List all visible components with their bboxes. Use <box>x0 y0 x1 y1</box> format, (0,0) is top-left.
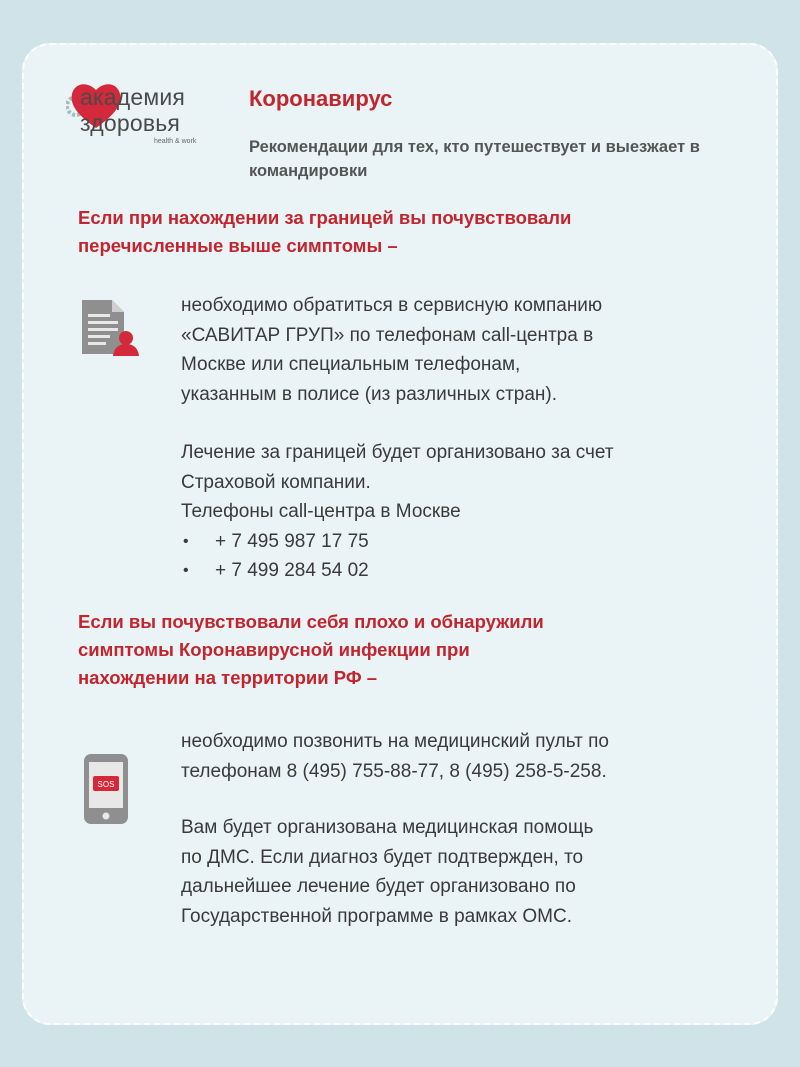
section-1-paragraph-1 <box>181 291 751 409</box>
section-2-paragraph-1 <box>181 727 751 786</box>
phone-item: • + 7 499 284 54 02 <box>181 556 751 586</box>
sos-label: SOS <box>97 780 115 789</box>
section-1-paragraph-2 <box>181 438 751 586</box>
section-1-heading: Если при нахождении за границей вы почувствовали перечисленные выше симптомы – <box>78 207 572 256</box>
section-1-text-2: Лечение за границей будет организовано за счет Страховой компании. Телефоны call-центра в Москве <box>181 442 614 522</box>
sos-phone-icon <box>84 754 128 824</box>
phone-list <box>181 527 751 586</box>
logo <box>52 74 224 154</box>
page-subtitle: Рекомендации для тех, кто путешествует и выезжает в командировки <box>249 138 700 180</box>
section-2-text-2: Вам будет организована медицинская помощь по ДМС. Если диагноз будет подтвержден, то дальнейшее лечение будет организовано по Государственной программе в рамках ОМС. <box>181 817 594 927</box>
section-2-paragraph-2 <box>181 813 751 931</box>
section-2-heading: Если вы почувствовали себя плохо и обнаружили симптомы Коронавирусной инфекции при нахождении на территории РФ – <box>78 611 544 688</box>
logo-line-2: здоровья <box>80 110 181 136</box>
logo-line-1: академия <box>80 84 186 110</box>
document-person-icon <box>80 300 140 358</box>
logo-tagline: health & work <box>154 138 197 145</box>
page-title: Коронавирус <box>249 86 393 111</box>
phone-item: • + 7 495 987 17 75 <box>181 527 751 557</box>
section-1-text-1: необходимо обратиться в сервисную компанию «САВИТАР ГРУП» по телефонам call-центра в Москве или специальным телефонам, указанным в полисе (из различных стран). <box>181 295 603 405</box>
section-2-text-1: необходимо позвонить на медицинский пульт по телефонам 8 (495) 755-88-77, 8 (495) 258-5-258. <box>181 731 609 782</box>
